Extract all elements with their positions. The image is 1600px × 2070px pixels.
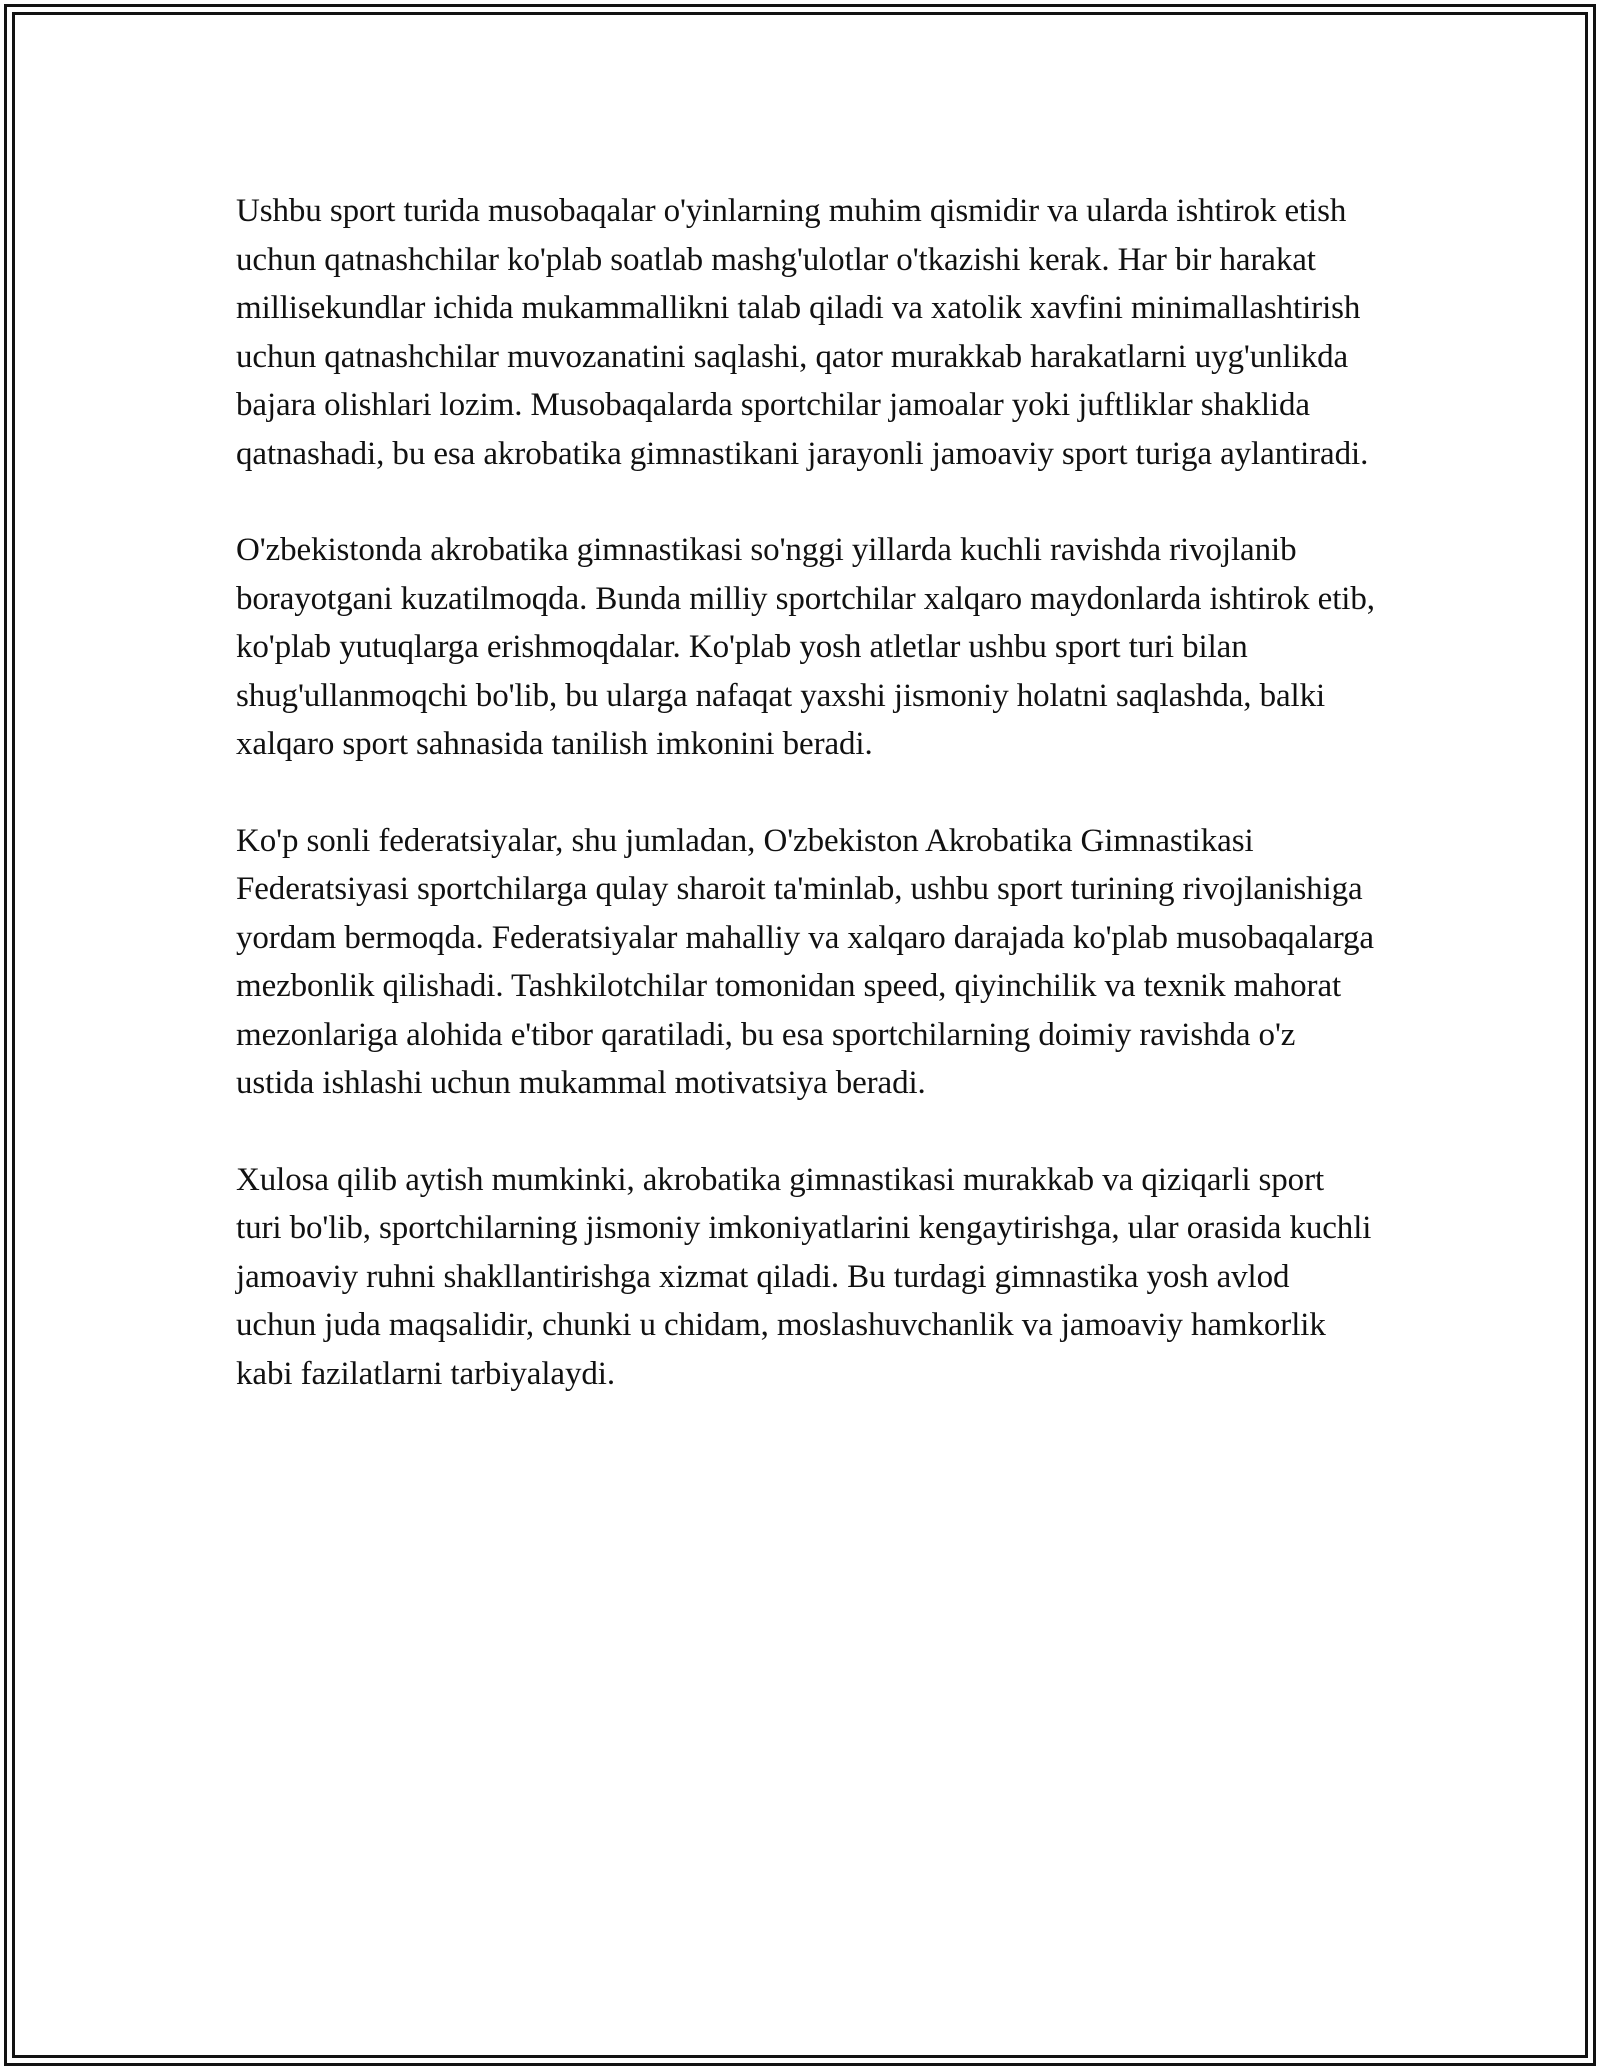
paragraph-4: Xulosa qilib aytish mumkinki, akrobatika gimnastikasi murakkab va qiziqarli sport turi bo'lib, sportchilarning jismoniy imkoniyatlarini kengaytirishga, ular orasida kuchli jamoaviy ruhni shakllantirishga xizmat qiladi. Bu turdagi gimnastika yosh avlod uchun juda maqsalidir, chunki u chidam, moslashuvchanlik va jamoaviy hamkorlik kabi fazilatlarni tarbiyalaydi. [236, 1161, 1372, 1392]
paragraph-2: O'zbekistonda akrobatika gimnastikasi so'nggi yillarda kuchli ravishda rivojlanib borayotgani kuzatilmoqda. Bunda milliy sportchilar xalqaro maydonlarda ishtirok etib, ko'plab yutuqlarga erishmoqdalar. Ko'plab yosh atletlar ushbu sport turi bilan shug'ullanmoqchi bo'lib, bu ularga nafaqat yaxshi jismoniy holatni saqlashda, balki xalqaro sport sahnasida tanilish imkonini beradi. [236, 532, 1375, 762]
document-body [236, 187, 1376, 1446]
paragraph-3: Ko'p sonli federatsiyalar, shu jumladan, O'zbekiston Akrobatika Gimnastikasi Federatsiyasi sportchilarga qulay sharoit ta'minlab, ushbu sport turining rivojlanishiga yordam bermoqda. Federatsiyalar mahalliy va xalqaro darajada ko'plab musobaqalarga mezbonlik qilishadi. Tashkilotchilar tomonidan speed, qiyinchilik va texnik mahorat mezonlariga alohida e'tibor qaratiladi, bu esa sportchilarning doimiy ravishda o'z ustida ishlashi uchun mukammal motivatsiya beradi. [236, 822, 1374, 1101]
paragraph-1: Ushbu sport turida musobaqalar o'yinlarning muhim qismidir va ularda ishtirok etish uchun qatnashchilar ko'plab soatlab mashg'ulotlar o'tkazishi kerak. Har bir harakat millisekundlar ichida mukammallikni talab qiladi va xatolik xavfini minimallashtirish uchun qatnashchilar muvozanatini saqlashi, qator murakkab harakatlarni uyg'unlikda bajara olishlari lozim. Musobaqalarda sportchilar jamoalar yoki juftliklar shaklida qatnashadi, bu esa akrobatika gimnastikani jarayonli jamoaviy sport turiga aylantiradi. [236, 193, 1369, 472]
